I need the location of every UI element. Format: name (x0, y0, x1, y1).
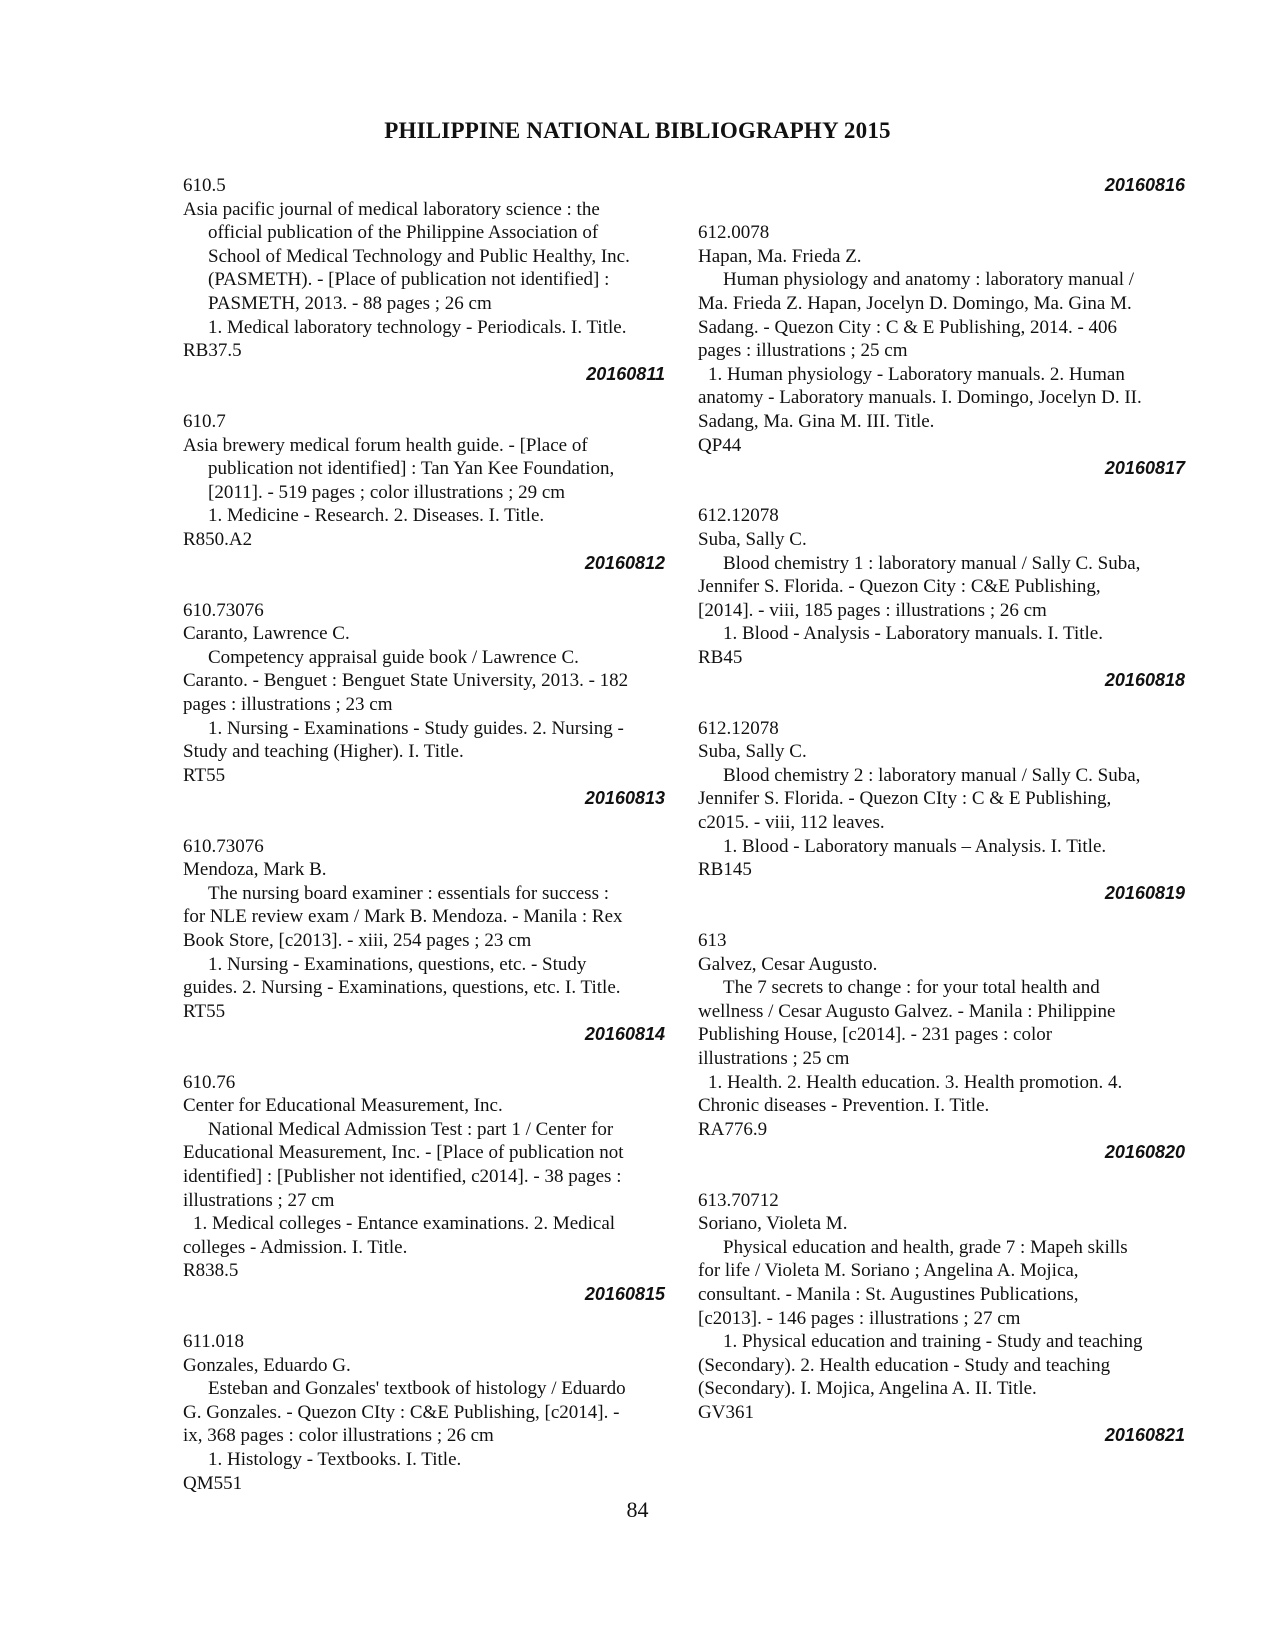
bibliographic-entry (698, 504, 1185, 693)
entry-line: official publication of the Philippine Association of (208, 222, 599, 244)
subject-line: guides. 2. Nursing - Examinations, questions, etc. I. Title. (183, 977, 621, 999)
bibliographic-entry (183, 1071, 665, 1307)
call-number: QM551 (183, 1472, 243, 1494)
entry-line: Sadang. - Quezon City : C & E Publishing, 2014. - 406 (698, 316, 1118, 338)
control-number: 20160819 (1104, 882, 1185, 903)
entry-line: Jennifer S. Florida. - Quezon CIty : C & E Publishing, (698, 788, 1112, 810)
call-number: RB45 (698, 646, 743, 668)
class-number: 612.12078 (698, 505, 779, 527)
call-number: RT55 (183, 1000, 226, 1022)
bibliographic-entry (698, 1189, 1185, 1449)
call-number: RB37.5 (183, 340, 242, 362)
entry-line: The 7 secrets to change : for your total health and (723, 977, 1100, 999)
author: Hapan, Ma. Frieda Z. (698, 245, 862, 267)
page-number: 84 (626, 1497, 649, 1522)
bibliographic-entry (183, 1330, 665, 1495)
author: Suba, Sally C. (698, 741, 807, 763)
call-number: RB145 (698, 859, 752, 881)
subject-line: anatomy - Laboratory manuals. I. Domingo, Jocelyn D. II. (698, 387, 1142, 409)
author: Suba, Sally C. (698, 528, 807, 550)
entry-line: Publishing House, [c2014]. - 231 pages : color (698, 1024, 1053, 1046)
bibliographic-entry (183, 174, 665, 386)
bibliographic-entry (183, 835, 665, 1047)
entry-line: The nursing board examiner : essentials for success : (208, 882, 609, 904)
control-number: 20160816 (1104, 175, 1185, 195)
class-number: 610.5 (183, 175, 226, 196)
entry-line: Competency appraisal guide book / Lawrence C. (208, 646, 579, 668)
entry-line: pages : illustrations ; 25 cm (698, 340, 908, 362)
continued-entry-stamp (698, 174, 1185, 198)
entry-line: c2015. - viii, 112 leaves. (698, 812, 885, 834)
author: Soriano, Violeta M. (698, 1213, 848, 1235)
entry-line: [2014]. - viii, 185 pages : illustrations ; 26 cm (698, 599, 1047, 621)
subject-line: 1. Nursing - Examinations - Study guides. 2. Nursing - (208, 717, 624, 739)
class-number: 610.73076 (183, 835, 264, 857)
entry-line: Book Store, [c2013]. - xiii, 254 pages ; 23 cm (183, 930, 532, 951)
author: Caranto, Lawrence C. (183, 623, 350, 645)
subject-line: (Secondary). 2. Health education - Study and teaching (698, 1354, 1111, 1376)
class-number: 610.76 (183, 1071, 236, 1093)
control-number: 20160817 (1104, 458, 1185, 479)
call-number: R850.A2 (183, 528, 253, 550)
call-number: QP44 (698, 434, 742, 456)
entry-line: School of Medical Technology and Public Healthy, Inc. (208, 245, 630, 267)
control-number: 20160811 (586, 363, 665, 384)
entry-line: Physical education and health, grade 7 : Mapeh skills (723, 1236, 1128, 1258)
call-number: R838.5 (183, 1260, 239, 1282)
entry-line: Asia pacific journal of medical laboratory science : the (183, 198, 600, 220)
bibliographic-entry (698, 221, 1185, 481)
entry-line: [c2013]. - 146 pages : illustrations ; 27 cm (698, 1307, 1021, 1329)
subject-line: Study and teaching (Higher). I. Title. (183, 741, 464, 763)
entry-line: wellness / Cesar Augusto Galvez. - Manila : Philippine (698, 1000, 1116, 1022)
subject-line: 1. Physical education and training - Study and teaching (723, 1331, 1143, 1353)
entry-line: for NLE review exam / Mark B. Mendoza. - Manila : Rex (183, 906, 623, 928)
subject-line: 1. Medical colleges - Entance examinations. 2. Medical (193, 1213, 616, 1235)
author: Gonzales, Eduardo G. (183, 1354, 351, 1376)
control-number: 20160814 (584, 1024, 665, 1045)
entry-line: Asia brewery medical forum health guide. - [Place of (183, 434, 588, 456)
entry-line: G. Gonzales. - Quezon CIty : C&E Publishing, [c2014]. - (183, 1401, 620, 1423)
subject-line: 1. Human physiology - Laboratory manuals. 2. Human (708, 363, 1125, 385)
author: Center for Educational Measurement, Inc. (183, 1095, 503, 1117)
right-column (698, 174, 1185, 1448)
entry-line: Educational Measurement, Inc. - [Place of publication not (183, 1142, 624, 1164)
control-number: 20160818 (1104, 670, 1185, 691)
subject-line: (Secondary). I. Mojica, Angelina A. II. Title. (698, 1378, 1037, 1400)
bibliographic-entry (698, 929, 1185, 1165)
control-number: 20160821 (1104, 1425, 1185, 1446)
entry-line: PASMETH, 2013. - 88 pages ; 26 cm (208, 292, 492, 314)
page-title: PHILIPPINE NATIONAL BIBLIOGRAPHY 2015 (384, 118, 891, 143)
class-number: 613 (698, 930, 727, 951)
entry-line: Human physiology and anatomy : laboratory manual / (723, 269, 1135, 291)
left-column (183, 174, 665, 1495)
entry-line: [2011]. - 519 pages ; color illustrations ; 29 cm (208, 481, 566, 503)
subject-line: 1. Nursing - Examinations, questions, etc. - Study (208, 953, 587, 975)
author: Galvez, Cesar Augusto. (698, 953, 878, 975)
subject-line: 1. Medicine - Research. 2. Diseases. I. Title. (208, 505, 545, 527)
entry-line: publication not identified] : Tan Yan Kee Foundation, (208, 458, 615, 480)
entry-line: illustrations ; 25 cm (698, 1047, 850, 1069)
bibliographic-entry (183, 599, 665, 811)
class-number: 612.12078 (698, 717, 779, 739)
author: Mendoza, Mark B. (183, 859, 327, 881)
entry-line: (PASMETH). - [Place of publication not identified] : (208, 269, 610, 291)
entry-line: identified] : [Publisher not identified, c2014]. - 38 pages : (183, 1165, 622, 1187)
subject-line: 1. Medical laboratory technology - Periodicals. I. Title. (208, 316, 627, 338)
control-number: 20160813 (584, 788, 665, 809)
class-number: 612.0078 (698, 222, 770, 244)
bibliographic-entry (183, 410, 665, 575)
control-number: 20160812 (584, 552, 665, 573)
entry-line: illustrations ; 27 cm (183, 1189, 335, 1211)
call-number: RT55 (183, 764, 226, 786)
call-number: GV361 (698, 1401, 754, 1423)
class-number: 610.73076 (183, 599, 264, 621)
bibliographic-entry (698, 717, 1185, 906)
subject-line: colleges - Admission. I. Title. (183, 1236, 408, 1258)
subject-line: 1. Blood - Laboratory manuals – Analysis. I. Title. (723, 835, 1107, 857)
entry-line: Esteban and Gonzales' textbook of histology / Eduardo (208, 1378, 626, 1400)
entry-line: Jennifer S. Florida. - Quezon City : C&E Publishing, (698, 576, 1101, 598)
class-number: 611.018 (183, 1331, 245, 1353)
control-number: 20160815 (584, 1283, 665, 1304)
entry-line: pages : illustrations ; 23 cm (183, 694, 393, 716)
entry-line: Ma. Frieda Z. Hapan, Jocelyn D. Domingo, Ma. Gina M. (698, 292, 1132, 314)
subject-line: Chronic diseases - Prevention. I. Title. (698, 1095, 990, 1117)
subject-line: Sadang, Ma. Gina M. III. Title. (698, 410, 935, 432)
subject-line: 1. Health. 2. Health education. 3. Health promotion. 4. (708, 1071, 1123, 1093)
subject-line: 1. Blood - Analysis - Laboratory manuals. I. Title. (723, 623, 1103, 645)
entry-line: Blood chemistry 2 : laboratory manual / Sally C. Suba, (723, 764, 1141, 786)
entry-line: ix, 368 pages : color illustrations ; 26 cm (183, 1425, 494, 1447)
entry-line: consultant. - Manila : St. Augustines Publications, (698, 1283, 1079, 1305)
control-number: 20160820 (1104, 1142, 1185, 1163)
class-number: 610.7 (183, 410, 226, 432)
call-number: RA776.9 (698, 1118, 768, 1140)
entry-line: for life / Violeta M. Soriano ; Angelina A. Mojica, (698, 1260, 1079, 1282)
entry-line: Blood chemistry 1 : laboratory manual / Sally C. Suba, (723, 552, 1141, 574)
entry-line: Caranto. - Benguet : Benguet State University, 2013. - 182 (183, 670, 629, 692)
subject-line: 1. Histology - Textbooks. I. Title. (208, 1449, 462, 1471)
class-number: 613.70712 (698, 1189, 779, 1211)
entry-line: National Medical Admission Test : part 1 / Center for (208, 1118, 614, 1140)
